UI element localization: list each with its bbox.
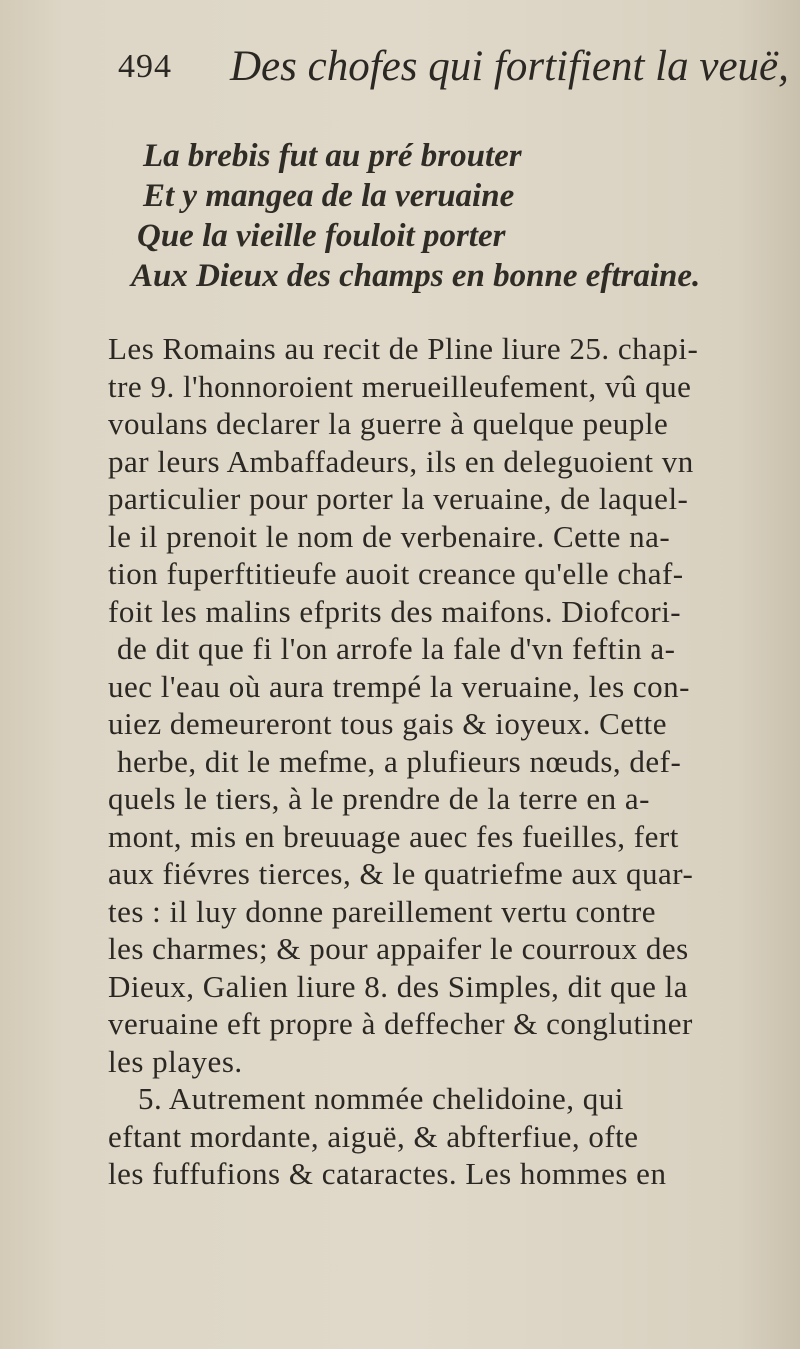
text-line: Les Romains au recit de Pline liure 25. chapi- <box>108 331 699 366</box>
verse-block <box>131 136 783 296</box>
text-line: particulier pour porter la veruaine, de laquel- <box>108 481 689 516</box>
page-number: 494 <box>118 48 172 85</box>
text-line: par leurs Ambaffadeurs, ils en deleguoient vn <box>108 443 694 479</box>
text-line: le il prenoit le nom de verbenaire. Cette na- <box>108 518 671 554</box>
page-header <box>118 38 789 98</box>
verse-line: La brebis fut au pré brouter <box>143 138 522 174</box>
text-line: de dit que fi l'on arrofe la fale d'vn feftin a- <box>117 631 676 666</box>
text-line: veruaine eft propre à deffecher & conglutiner <box>108 1006 693 1041</box>
text-line: tre 9. l'honnoroient merueilleufement, vû que <box>108 368 692 404</box>
text-line: eftant mordante, aiguë, & abfterfiue, ofte <box>108 1118 639 1154</box>
text-line: aux fiévres tierces, & le quatriefme aux quar- <box>108 856 694 891</box>
text-line: tion fuperftitieufe auoit creance qu'elle chaf- <box>108 556 684 591</box>
text-line: les fuffufions & cataractes. Les hommes en <box>108 1156 667 1191</box>
body-text <box>108 330 788 1193</box>
text-line: uiez demeureront tous gais & ioyeux. Cette <box>108 706 668 741</box>
text-line: mont, mis en breuuage auec fes fueilles, fert <box>108 818 679 854</box>
text-line: foit les malins efprits des maifons. Diofcori- <box>108 593 682 629</box>
text-line: Dieux, Galien liure 8. des Simples, dit que la <box>108 968 689 1004</box>
text-line: uec l'eau où aura trempé la veruaine, les con- <box>108 668 690 704</box>
verse-line: Que la vieille fouloit porter <box>137 218 506 254</box>
text-line: voulans declarer la guerre à quelque peuple <box>108 406 669 441</box>
running-title: Des chofes qui fortifient la veuë, <box>230 43 789 90</box>
verse-line: Et y mangea de la veruaine <box>143 178 515 214</box>
text-line: quels le tiers, à le prendre de la terre en a- <box>108 781 650 816</box>
text-line: 5. Autrement nommée chelidoine, qui <box>138 1081 624 1116</box>
text-line: tes : il luy donne pareillement vertu contre <box>108 893 656 929</box>
text-line: les charmes; & pour appaifer le courroux des <box>108 931 689 966</box>
text-line: herbe, dit le mefme, a plufieurs nœuds, def- <box>117 743 682 779</box>
verse-line: Aux Dieux des champs en bonne eftraine. <box>131 258 701 294</box>
text-line: les playes. <box>108 1043 243 1079</box>
